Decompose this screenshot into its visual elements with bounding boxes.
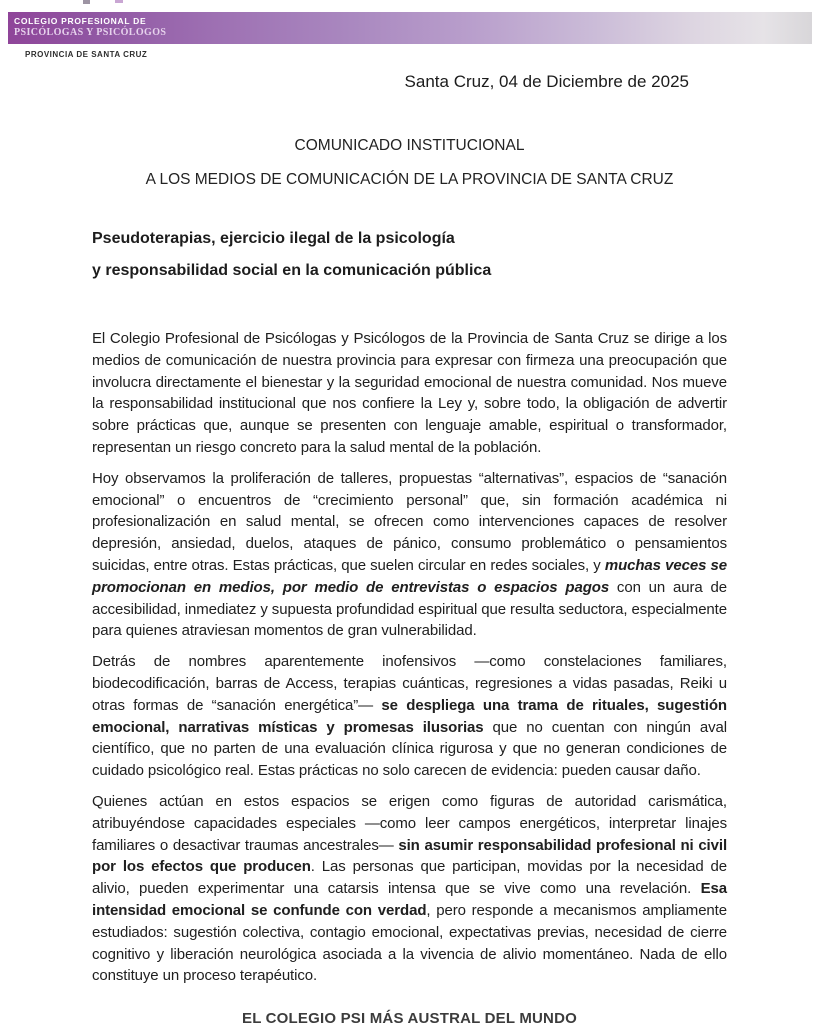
paragraph bbox=[92, 791, 727, 987]
paragraph-run: que no cuentan con ningún aval científico, que no parten de una evaluación clínica rigurosa y que no generan condiciones de cuidado psicológico real. Estas prácticas no solo carecen de evidencia: pueden causar daño. bbox=[92, 718, 727, 780]
paragraph bbox=[92, 328, 727, 459]
paragraph-run: Esa intensidad emocional se confunde con verdad bbox=[92, 880, 727, 919]
paragraph-run: Hoy observamos la proliferación de talleres, propuestas “alternativas”, espacios de “sanación emocional” o encuentros de “crecimiento personal” que, sin formación académica ni profesionalización en salud mental, se ofrecen como intervenciones capaces de resolver depresión, ansiedad, duelos, ataques de pánico, consumo problemático o pensamientos suicidas, entre otras. Estas prácticas, que suelen circular en redes sociales, y bbox=[92, 469, 727, 574]
heading-comunicado: COMUNICADO INSTITUCIONAL bbox=[294, 137, 525, 154]
institution-name-line2: PSICÓLOGAS Y PSICÓLOGOS bbox=[14, 27, 167, 38]
paragraph-run: se despliega una trama de rituales, sugestión emocional, narrativas místicas y promesas ilusorias bbox=[92, 696, 727, 736]
paragraph-run: sin asumir responsabilidad profesional ni civil por los efectos que producen bbox=[92, 836, 728, 876]
paragraph-run: . Las personas que participan, movidas por la necesidad de alivio, pueden experimentar una catarsis intensa que se vive como una revelación. bbox=[92, 858, 727, 898]
date-line: Santa Cruz, 04 de Diciembre de 2025 bbox=[404, 72, 689, 91]
letter-body bbox=[92, 0, 727, 987]
paragraph-run: con un aura de accesibilidad, inmediatez y supuesta profundidad espiritual que resulta seductora, especialmente para quienes atraviesan momentos de gran vulnerabilidad. bbox=[92, 578, 727, 640]
heading-recipients: A LOS MEDIOS DE COMUNICACIÓN DE LA PROVINCIA DE SANTA CRUZ bbox=[145, 171, 674, 188]
top-edge-mark-icon bbox=[83, 0, 90, 4]
doc-title-line2: y responsabilidad social en la comunicación pública bbox=[92, 262, 492, 279]
paragraphs-container bbox=[92, 328, 727, 987]
paragraph-run: Detrás de nombres aparentemente inofensivos —como constelaciones familiares, biodecodificación, barras de Access, terapias cuánticas, regresiones a vidas pasadas, Reiki u otras formas de “sanación energética”— bbox=[92, 653, 727, 714]
paragraph-run: muchas veces se promocionan en medios, por medio de entrevistas o espacios pagos bbox=[92, 556, 728, 596]
paragraph bbox=[92, 468, 727, 642]
paragraph-run: Quienes actúan en estos espacios se erigen como figuras de autoridad carismática, atribuyéndose capacidades especiales —como leer campos energéticos, interpretar linajes familiares o desactivar traumas ancestrales— bbox=[92, 792, 727, 854]
footer-slogan: EL COLEGIO PSI MÁS AUSTRAL DEL MUNDO bbox=[241, 1010, 577, 1024]
doc-title-line1: Pseudoterapias, ejercicio ilegal de la psicología bbox=[92, 230, 455, 247]
institution-name-line1: COLEGIO PROFESIONAL DE bbox=[14, 16, 147, 26]
paragraph-run: El Colegio Profesional de Psicólogas y Psicólogos de la Provincia de Santa Cruz se dirige a los medios de comunicación de nuestra provincia para expresar con firmeza una preocupación que involucra directamente el bienestar y la seguridad emocional de nuestra comunidad. Nos mueve la responsabilidad institucional que nos confiere la Ley y, sobre todo, la obligación de advertir sobre prácticas que, aunque se presenten con lenguaje amable, espiritual o transformador, representan un riesgo concreto para la salud mental de la población. bbox=[92, 330, 727, 456]
paragraph bbox=[92, 651, 727, 782]
province-label: PROVINCIA DE SANTA CRUZ bbox=[25, 50, 148, 59]
paragraph-run: , pero responde a mecanismos ampliamente estudiados: sugestión colectiva, contagio emocional, expectativas previas, necesidad de cierre cognitivo y liberación neurológica asociada a la vivencia de alivio momentáneo. Nada de ello constituye un proceso terapéutico. bbox=[92, 901, 727, 985]
